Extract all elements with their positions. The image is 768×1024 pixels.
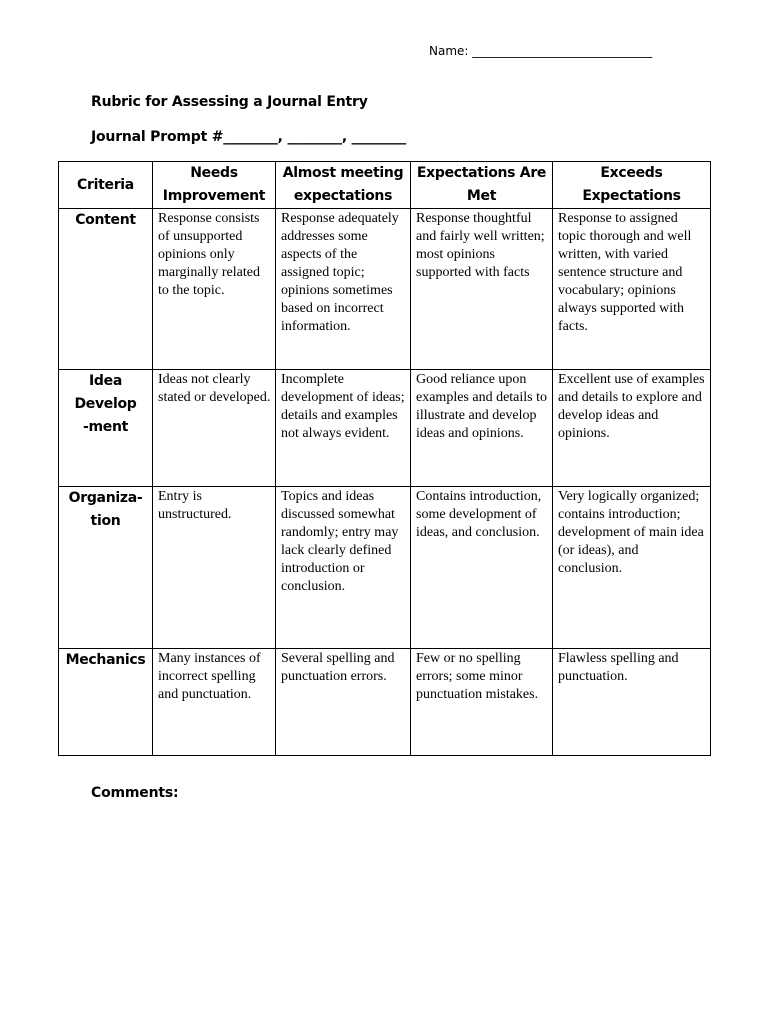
rubric-table [58,161,711,756]
table-cell: Excellent use of examples and details to explore and develop ideas and opinions. [553,370,711,487]
table-cell: Flawless spelling and punctuation. [553,649,711,756]
criteria-label: Idea Develop-ment [74,373,137,435]
column-header-exceeds: Exceeds Expectations [553,162,711,209]
criteria-label: Organiza-tion [68,490,143,529]
table-header-row [59,162,711,209]
column-header-criteria: Criteria [59,162,153,209]
column-header-expectations-met: Expectations Are Met [411,162,553,209]
column-header-almost-meeting: Almost meeting expectations [276,162,411,209]
table-cell: Contains introduction, some development of ideas, and conclusion. [411,487,553,649]
table-cell: Response adequately addresses some aspects of the assigned topic; opinions sometimes based on incorrect information. [276,209,411,370]
table-cell: Entry is unstructured. [153,487,276,649]
table-cell: Good reliance upon examples and details to illustrate and develop ideas and opinions. [411,370,553,487]
table-cell: Many instances of incorrect spelling and punctuation. [153,649,276,756]
table-cell: Topics and ideas discussed somewhat randomly; entry may lack clearly defined introduction or conclusion. [276,487,411,649]
table-row [59,649,711,756]
table-cell: Response to assigned topic thorough and well written, with varied sentence structure and vocabulary; opinions always supported with facts. [553,209,711,370]
table-row [59,370,711,487]
table-cell: Few or no spelling errors; some minor punctuation mistakes. [411,649,553,756]
table-cell: Response consists of unsupported opinions only marginally related to the topic. [153,209,276,370]
criteria-cell: Content [59,209,153,370]
table-cell: Several spelling and punctuation errors. [276,649,411,756]
table-cell: Incomplete development of ideas; details and examples not always evident. [276,370,411,487]
table-cell: Response thoughtful and fairly well written; most opinions supported with facts [411,209,553,370]
criteria-cell [59,487,153,649]
page-title: Rubric for Assessing a Journal Entry [91,94,368,110]
table-cell: Very logically organized; contains introduction; development of main idea (or ideas), and conclusion. [553,487,711,649]
journal-prompt-label: Journal Prompt #________, ________, ________ [91,129,407,145]
column-header-needs-improvement: Needs Improvement [153,162,276,209]
table-row [59,209,711,370]
comments-label: Comments: [91,785,179,801]
table-cell: Ideas not clearly stated or developed. [153,370,276,487]
criteria-cell [59,370,153,487]
criteria-cell: Mechanics [59,649,153,756]
name-field-label: Name: ______________________________ [429,44,653,58]
table-row [59,487,711,649]
